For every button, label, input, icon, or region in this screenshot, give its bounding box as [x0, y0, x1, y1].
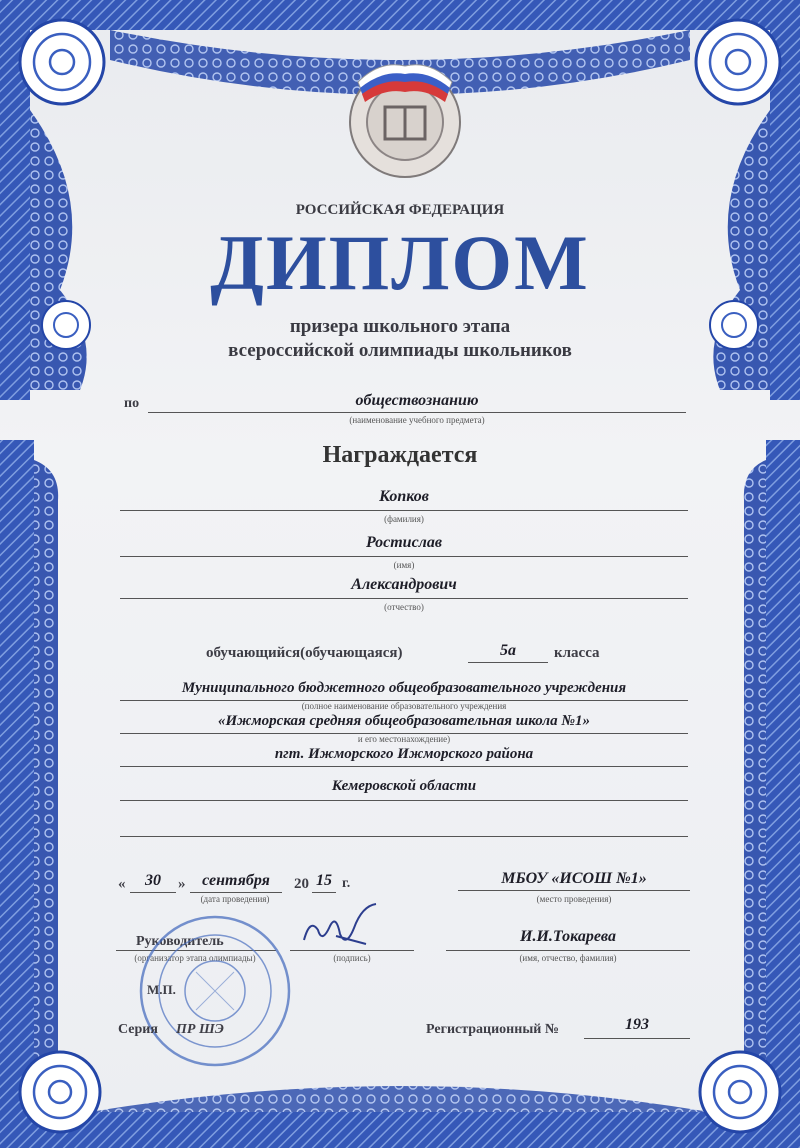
grade-value: 5а — [500, 642, 516, 659]
patronymic-caption: (отчество) — [384, 602, 424, 612]
surname-value: Копков — [379, 488, 429, 505]
diploma-title: ДИПЛОМ — [210, 219, 590, 306]
subtitle-line1: призера школьного этапа — [289, 316, 511, 337]
venue-caption: (место проведения) — [536, 894, 612, 904]
blank-line — [120, 836, 688, 837]
school-line4-rule — [120, 800, 688, 801]
date-year-mark: г. — [342, 876, 351, 891]
olympiad-emblem-icon — [340, 52, 470, 182]
date-caption: (дата проведения) — [200, 894, 270, 904]
country-label: РОССИЙСКАЯ ФЕДЕРАЦИЯ — [295, 202, 505, 218]
patronymic-value: Александрович — [351, 576, 457, 593]
head-name-caption: (имя, отчество, фамилия) — [519, 953, 617, 963]
subject-value: обществознанию — [355, 392, 479, 409]
venue-line — [458, 890, 690, 891]
surname-caption: (фамилия) — [384, 514, 424, 524]
venue-value: МБОУ «ИСОШ №1» — [501, 870, 647, 887]
school-caption1: (полное наименование образовательного учреждения — [301, 701, 507, 711]
head-label: Руководитель — [136, 934, 224, 949]
series-value: ПР ШЭ — [176, 1022, 224, 1037]
reg-line — [584, 1038, 690, 1039]
month-line — [190, 892, 282, 893]
date-year-suffix: 15 — [316, 872, 332, 889]
name-value: Ростислав — [365, 534, 443, 551]
series-label: Серия — [118, 1022, 158, 1037]
seal-place-label: М.П. — [147, 982, 176, 997]
date-open-quote: « — [118, 876, 126, 892]
head-name-line — [446, 950, 690, 951]
reg-label: Регистрационный № — [426, 1022, 559, 1037]
date-close-quote: » — [178, 876, 186, 892]
subject-label: по — [124, 396, 140, 411]
reg-value: 193 — [625, 1016, 649, 1033]
grade-label-before: обучающийся(обучающаяся) — [206, 645, 403, 661]
name-line — [120, 556, 688, 557]
year-line — [312, 892, 336, 893]
head-name-value: И.И.Токарева — [520, 928, 616, 945]
head-caption: (организатор этапа олимпиады) — [134, 953, 256, 963]
award-heading: Награждается — [322, 442, 478, 468]
subtitle-line2: всероссийской олимпиады школьников — [228, 340, 572, 361]
handwritten-signature-icon — [296, 900, 386, 960]
school-caption2: и его местонахождение) — [357, 734, 451, 744]
day-line — [130, 892, 176, 893]
grade-label-after: класса — [554, 645, 600, 661]
signature-caption: (подпись) — [333, 953, 371, 963]
school-line1: Муниципального бюджетного общеобразовательного учреждения — [181, 680, 627, 696]
school-line3-rule — [120, 766, 688, 767]
subject-caption: (наименование учебного предмета) — [349, 415, 485, 425]
school-line3: пгт. Ижморского Ижморского района — [274, 746, 534, 762]
patronymic-line — [120, 598, 688, 599]
subject-line — [148, 412, 686, 413]
school-line2: «Ижморская средняя общеобразовательная школа №1» — [217, 713, 591, 729]
name-caption: (имя) — [393, 560, 415, 570]
date-year-prefix: 20 — [294, 876, 309, 892]
grade-line — [468, 662, 548, 663]
school-stamp-icon — [136, 912, 294, 1070]
date-month: сентября — [202, 872, 270, 889]
school-line4: Кемеровской области — [331, 778, 477, 794]
surname-line — [120, 510, 688, 511]
date-day: 30 — [145, 872, 161, 889]
